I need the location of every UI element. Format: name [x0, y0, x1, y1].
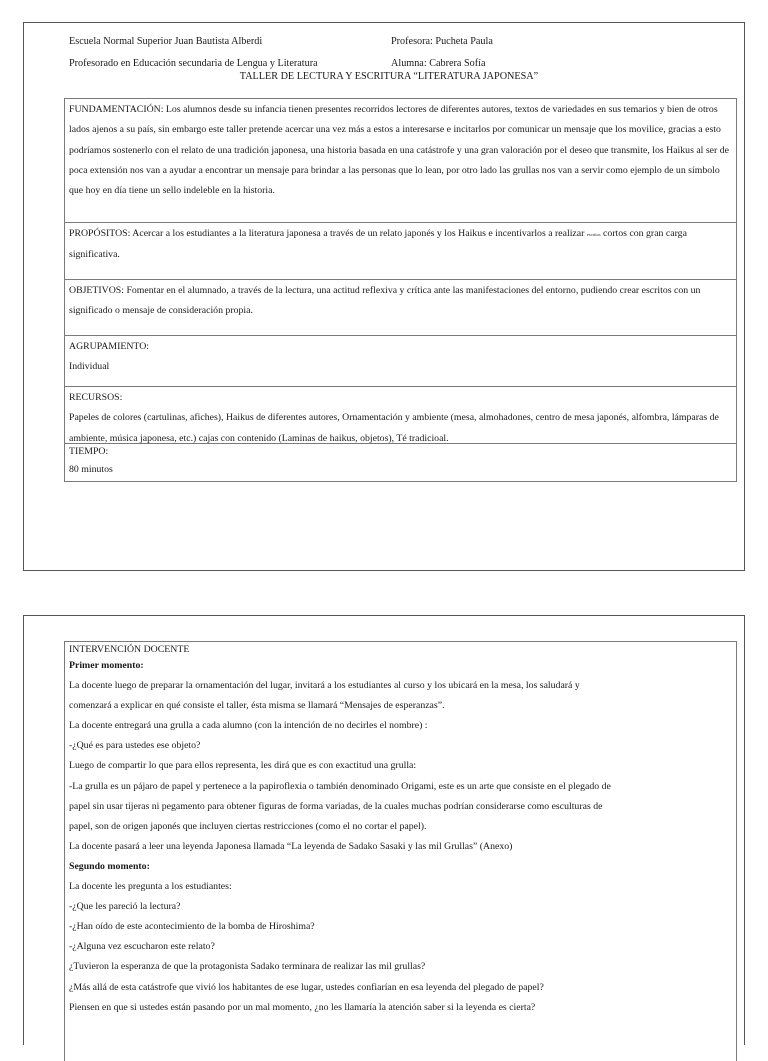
recursos-section [65, 387, 736, 444]
intervencion-docente-box [64, 641, 737, 1061]
agrupamiento-section [65, 336, 736, 387]
body-line: Piensen en que si ustedes están pasando por un mal momento, ¿no les llamaría la atención saber si la leyenda es cierta? [69, 1001, 536, 1013]
propositos-label: PROPÓSITOS: [69, 228, 131, 239]
tiempo-label: TIEMPO: [69, 446, 109, 457]
objetivos-label: OBJETIVOS: [69, 285, 124, 296]
body-line: ¿Más allá de esta catástrofe que vivió los habitantes de ese lugar, ustedes confiarían en esa leyenda del plegado de papel? [69, 981, 544, 993]
body-line: papel sin usar tijeras ni pegamento para obtener figuras de forma variadas, de la cuales muchas podrían considerarse como esculturas de [69, 800, 603, 812]
tiempo-section [65, 444, 736, 481]
document-page-1 [23, 22, 745, 571]
propositos-text: Acercar a los estudiantes a la literatura japonesa a través de un relato japonés y los Haikus e incentivarlos a realizar [132, 228, 585, 239]
agrupamiento-label: AGRUPAMIENTO: [69, 341, 150, 352]
body-line: -La grulla es un pájaro de papel y pertenece a la papiroflexia o también denominado Origami, este es un arte que consiste en el plegado de [69, 780, 611, 792]
propositos-section [65, 223, 736, 280]
workshop-title: TALLER DE LECTURA Y ESCRITURA “LITERATURA JAPONESA” [239, 71, 539, 82]
propositos-tiny-word: escritos [586, 232, 601, 237]
body-line: -¿Que les pareció la lectura? [69, 901, 181, 913]
body-line: -¿Han oído de este acontecimiento de la bomba de Hiroshima? [69, 921, 315, 933]
moment-heading: Segundo momento: [69, 860, 150, 872]
school-name: Escuela Normal Superior Juan Bautista Alberdi [69, 36, 263, 47]
document-page-2 [23, 615, 745, 1045]
fundamentacion-section [65, 99, 736, 223]
student-name: Alumna: Cabrera Sofía [391, 58, 486, 69]
body-line: La docente entregará una grulla a cada alumno (con la intención de no decirles el nombre) : [69, 720, 428, 732]
moment-heading: Primer momento: [69, 660, 144, 671]
objetivos-section [65, 280, 736, 336]
intervencion-lines [69, 656, 732, 1018]
teacher-name: Profesora: Pucheta Paula [391, 36, 493, 47]
body-line: -¿Qué es para ustedes ese objeto? [69, 740, 201, 752]
tiempo-text: 80 minutos [69, 464, 113, 475]
body-line: papel, son de origen japonés que incluyen ciertas restricciones (como el no cortar el papel). [69, 820, 427, 832]
recursos-label: RECURSOS: [69, 392, 123, 403]
program-name: Profesorado en Educación secundaria de Lengua y Literatura [69, 58, 318, 69]
body-line: comenzará a explicar en qué consiste el taller, ésta misma se llamará “Mensajes de esperanzas”. [69, 700, 445, 712]
recursos-text: Papeles de colores (cartulinas, afiches), Haikus de diferentes autores, Ornamentación y ambiente (mesa, almohadones, centro de mesa japonés, alfombra, lámparas de ambiente, música japonesa, etc.) cajas con contenido (Laminas de haikus, objetos), Té tradicioal. [69, 412, 719, 444]
objetivos-text: Fomentar en el alumnado, a través de la lectura, una actitud reflexiva y crítica ante las manifestaciones del entorno, pudiendo crear escritos con un significado o mensaje de consideración propia. [69, 285, 701, 317]
body-line: La docente luego de preparar la ornamentación del lugar, invitará a los estudiantes al curso y los ubicará en la mesa, los saludará y [69, 680, 580, 692]
intervencion-heading: INTERVENCIÓN DOCENTE [69, 644, 190, 655]
fundamentacion-text: Los alumnos desde su infancia tienen presentes recorridos lectores de diferentes autores, textos de variedades en sus temarios y bien de otros lados ajenos a su país, sin embargo este taller pretende acercar una vez más a estos a interesarse e incitarlos por comunicar un mensaje que los movilice, gracias a esto podríamos sostenerlo con el relato de una tradición japonesa, una historia basada en una catástrofe y una gran valoración por el deseo que transmite, los Haikus al ser de poca extensión nos van a ayudar a encontrar un mensaje para brindar a las personas que lo lean, por otro lado las grullas nos van a servir como ejemplo de un símbolo que hoy en día tiene un sello indeleble en la historia. [69, 104, 729, 197]
body-line: -¿Alguna vez escucharon este relato? [69, 941, 215, 953]
body-line: Luego de compartir lo que para ellos representa, les dirá que es con exactitud una grulla: [69, 760, 417, 772]
fundamentacion-label: FUNDAMENTACIÓN: [69, 104, 164, 115]
planning-table [64, 98, 737, 482]
page-header [69, 35, 709, 83]
body-line: ¿Tuvieron la esperanza de que la protagonista Sadako terminara de realizar las mil grullas? [69, 961, 426, 973]
body-line: La docente les pregunta a los estudiantes: [69, 881, 232, 893]
body-line: La docente pasará a leer una leyenda Japonesa llamada “La leyenda de Sadako Sasaki y las mil Grullas” (Anexo) [69, 840, 513, 852]
agrupamiento-text: Individual [69, 361, 110, 373]
propositos-text-continued: cortos con gran carga significativa. [69, 228, 687, 261]
